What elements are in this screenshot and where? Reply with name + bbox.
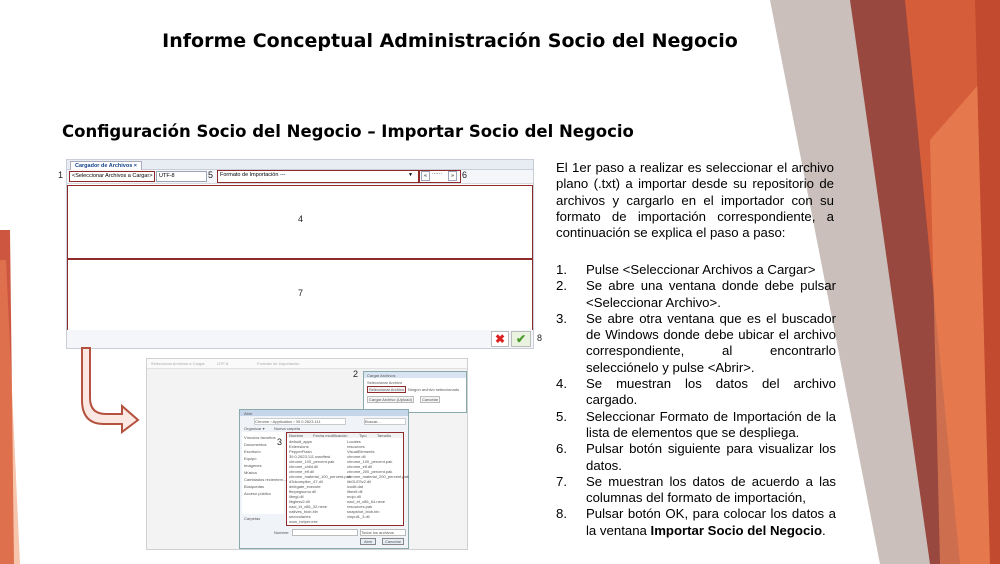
step8-bold-window-name: Importar Socio del Negocio [650, 522, 822, 538]
slide-subtitle: Configuración Socio del Negocio – Importar Socio del Negocio [62, 122, 634, 141]
step8-text-after: . [822, 522, 826, 538]
file-list [286, 432, 409, 526]
step8-text-before: Pulsar botón OK, para colocar los datos a la ventana [586, 506, 836, 538]
step-number: 3. [556, 310, 567, 326]
step-item-7 [556, 474, 836, 507]
file-list-item[interactable]: ffmpegsumo.dll [289, 489, 317, 494]
faded-encoding: UTF-8 [217, 361, 229, 366]
format-select[interactable] [217, 170, 419, 183]
callout-3: 3 [277, 437, 283, 447]
file-list-item[interactable]: snapshot_blob.bin [347, 509, 380, 514]
upload-cancel-button[interactable]: Cancelar [422, 397, 439, 402]
step-number: 8. [556, 506, 567, 522]
format-label: Formato de Importación [220, 172, 279, 178]
step-text: Se muestran los datos del archivo cargado. [586, 376, 836, 408]
upload-dialog-title: Cargar Archivos [367, 373, 396, 378]
callout-6: 6 [462, 170, 468, 180]
uploader-screenshot [66, 159, 534, 349]
open-cancel-button[interactable]: Cancelar [382, 538, 404, 545]
file-list-header [287, 433, 403, 438]
open-file-dialog [239, 409, 409, 549]
step-text: Seleccionar Formato de Importación de la lista de elementos que se despliega. [586, 408, 836, 440]
step-number: 1. [556, 262, 567, 277]
file-list-item[interactable]: wow_helper.exe [289, 519, 318, 524]
filename-input[interactable] [292, 529, 358, 536]
step-text: Se abre otra ventana que es el buscador de Windows donde debe ubicar el archivo correspondiente, al encontrarlo selecciónelo y pulse <Abrir>. [586, 310, 836, 375]
open-button[interactable]: Abrir [360, 538, 376, 545]
pagination-nav [419, 170, 461, 183]
callout-5: 5 [208, 170, 214, 180]
tab-cargador-archivos[interactable] [70, 161, 142, 170]
no-file-label: Ningún archivo seleccionado [408, 387, 460, 392]
file-list-item[interactable]: chrome_200_percent.pak [347, 469, 393, 474]
open-dialog-titlebar [240, 410, 408, 416]
file-list-item[interactable]: chrome_child.dll [289, 464, 318, 469]
file-list-item[interactable]: chrome_100_percent.pak [347, 459, 393, 464]
step-item-3 [556, 311, 836, 376]
sidebar-item[interactable]: Música [244, 470, 257, 475]
file-data-panel [67, 185, 533, 259]
file-list-item[interactable]: libGLESv2.dll [347, 479, 372, 484]
sidebar-item[interactable]: Documentos [244, 442, 267, 447]
column-name[interactable]: Nombre [289, 433, 304, 438]
step-number: 5. [556, 408, 567, 424]
cancel-button[interactable] [491, 331, 509, 347]
callout-1: 1 [58, 170, 64, 180]
file-list-item[interactable]: resources [347, 444, 365, 449]
file-column-right [347, 439, 409, 519]
step-text: Pulsar botón siguiente para visualizar los datos. [586, 441, 836, 473]
sidebar-item[interactable]: Cambiados recientem... [244, 477, 287, 482]
file-list-item[interactable]: secondaries [289, 514, 311, 519]
file-list-item[interactable]: nacl_irt_x86_64.nexe [347, 499, 386, 504]
path-bar[interactable]: Chrome › Application › 39.0.2623.111 [254, 418, 346, 425]
step-item-6 [556, 441, 836, 474]
file-list-item[interactable]: chrome_material_100_percent.pak [289, 474, 351, 479]
sidebar-item[interactable]: Búsquedas [244, 484, 265, 489]
new-folder-button[interactable]: Nueva carpeta [274, 426, 301, 431]
step-text [586, 506, 836, 539]
file-type-filter[interactable]: Todos los archivos [360, 529, 406, 536]
upload-file-button[interactable]: Cargar Archivo (Upload) [369, 397, 412, 402]
column-date[interactable]: Fecha modificación [313, 433, 348, 438]
tab-bar [67, 160, 533, 170]
file-list-item[interactable]: PepperFlash [289, 449, 312, 454]
callout-7: 7 [298, 288, 304, 298]
format-value: --- [280, 172, 286, 178]
file-list-item[interactable]: mojo.dll [347, 494, 361, 499]
callout-2: 2 [353, 369, 359, 379]
nav-prev-button[interactable]: « [421, 171, 430, 181]
filename-label: Nombre: [274, 530, 290, 535]
steps-list [556, 262, 836, 539]
file-list-item[interactable]: 39.0.2623.111.manifest [289, 454, 331, 459]
step-number: 4. [556, 376, 567, 392]
file-list-item[interactable]: libexif.dll [347, 489, 363, 494]
flow-arrow-icon [80, 348, 136, 432]
sidebar-item[interactable]: Equipo [244, 456, 257, 461]
file-list-item[interactable]: libegl.dll [289, 494, 304, 499]
sidebar-item[interactable]: Acceso público [244, 491, 271, 496]
intro-paragraph: El 1er paso a realizar es seleccionar el archivo plano (.txt) a importar desde su repositorio de archivos y cargarlo en el importador con su formato de importación correspondiente, a continuación se explica el paso a paso: [556, 160, 834, 241]
check-icon: ✔ [515, 332, 527, 346]
file-list-item[interactable]: chrome_elf.dll [289, 469, 314, 474]
column-size[interactable]: Tamaño [377, 433, 392, 438]
faded-toolbar [147, 359, 467, 369]
file-list-item[interactable]: icudtl.dat [347, 484, 364, 489]
file-list-item[interactable]: d3dcompiler_47.dll [289, 479, 323, 484]
file-list-item[interactable]: delegate_execute [289, 484, 321, 489]
faded-select-files: Seleccionar Archivos a Cargar [151, 361, 205, 366]
callout-8: 8 [537, 333, 543, 343]
ok-button[interactable] [511, 331, 531, 347]
slide-title: Informe Conceptual Administración Socio del Negocio [162, 30, 738, 52]
step-item-8 [556, 506, 836, 539]
upload-dialog [363, 371, 467, 413]
file-list-item[interactable]: chrome_100_percent.pak [289, 459, 335, 464]
chevron-down-icon[interactable]: ▼ [408, 172, 413, 178]
file-list-item[interactable]: Extensions [289, 444, 309, 449]
tab-label: Cargador de Archivos [75, 163, 133, 169]
step-number: 6. [556, 441, 567, 457]
step-item-5 [556, 409, 836, 442]
column-type[interactable]: Tipo [359, 433, 367, 438]
upload-dialog-titlebar [364, 372, 466, 378]
file-list-item[interactable]: chrome_elf.dll [347, 464, 372, 469]
file-list-item[interactable]: Locales [347, 439, 361, 444]
step-item-2 [556, 278, 836, 311]
close-icon: ✖ [494, 332, 506, 346]
file-list-item[interactable]: xinput1_3.dll [347, 514, 370, 519]
encoding-select[interactable]: UTF-8 [156, 171, 207, 182]
sidebar-item[interactable]: Escritorio [244, 449, 261, 454]
open-dialog-title: Abrir [244, 411, 253, 416]
tab-close-icon[interactable]: × [133, 163, 138, 169]
organize-menu[interactable]: Organizar ▾ [244, 426, 265, 431]
bottom-action-bar [67, 330, 533, 348]
file-list-item[interactable]: chrome.dll [347, 454, 366, 459]
nav-next-button[interactable]: » [448, 171, 457, 181]
step-number: 2. [556, 278, 567, 294]
search-input[interactable]: Buscar... [364, 418, 406, 425]
folders-toggle[interactable]: Carpetas [244, 516, 261, 521]
file-list-item[interactable]: libglesv2.dll [289, 499, 310, 504]
upload-dialog-line: Seleccionar Archivo [367, 380, 403, 385]
select-file-button[interactable]: Seleccionar Archivo [369, 387, 405, 392]
step-number: 7. [556, 473, 567, 489]
file-column-left [289, 439, 351, 524]
step-text: Se abre una ventana donde debe pulsar <Seleccionar Archivo>. [586, 278, 836, 310]
step-text: Pulse <Seleccionar Archivos a Cargar> [586, 262, 816, 277]
file-list-item[interactable]: chrome_material_200_percent.pak [347, 474, 409, 479]
step-item-4 [556, 376, 836, 409]
step-text: Se muestran los datos de acuerdo a las columnas del formato de importación, [586, 473, 836, 506]
file-browser-screenshot [146, 358, 468, 550]
file-list-item[interactable]: resources.pak [347, 504, 373, 509]
nav-page-dots: ······ [432, 171, 442, 177]
step-item-1 [556, 262, 836, 278]
faded-format: Formato de Importación [257, 361, 300, 366]
format-columns-panel [67, 259, 533, 331]
steps-container [556, 262, 836, 506]
sidebar-item[interactable]: Imágenes [244, 463, 262, 468]
file-list-item[interactable]: natives_blob.bin [289, 509, 318, 514]
select-files-button[interactable]: <Seleccionar Archivos a Cargar> [69, 171, 155, 182]
file-list-item[interactable]: VisualElements [347, 449, 375, 454]
sidebar-item[interactable]: Vínculos favoritos [244, 435, 276, 440]
file-list-item[interactable]: nacl_irt_x86_32.nexe [289, 504, 328, 509]
file-list-item[interactable]: default_apps [289, 439, 312, 444]
callout-4: 4 [298, 214, 304, 224]
